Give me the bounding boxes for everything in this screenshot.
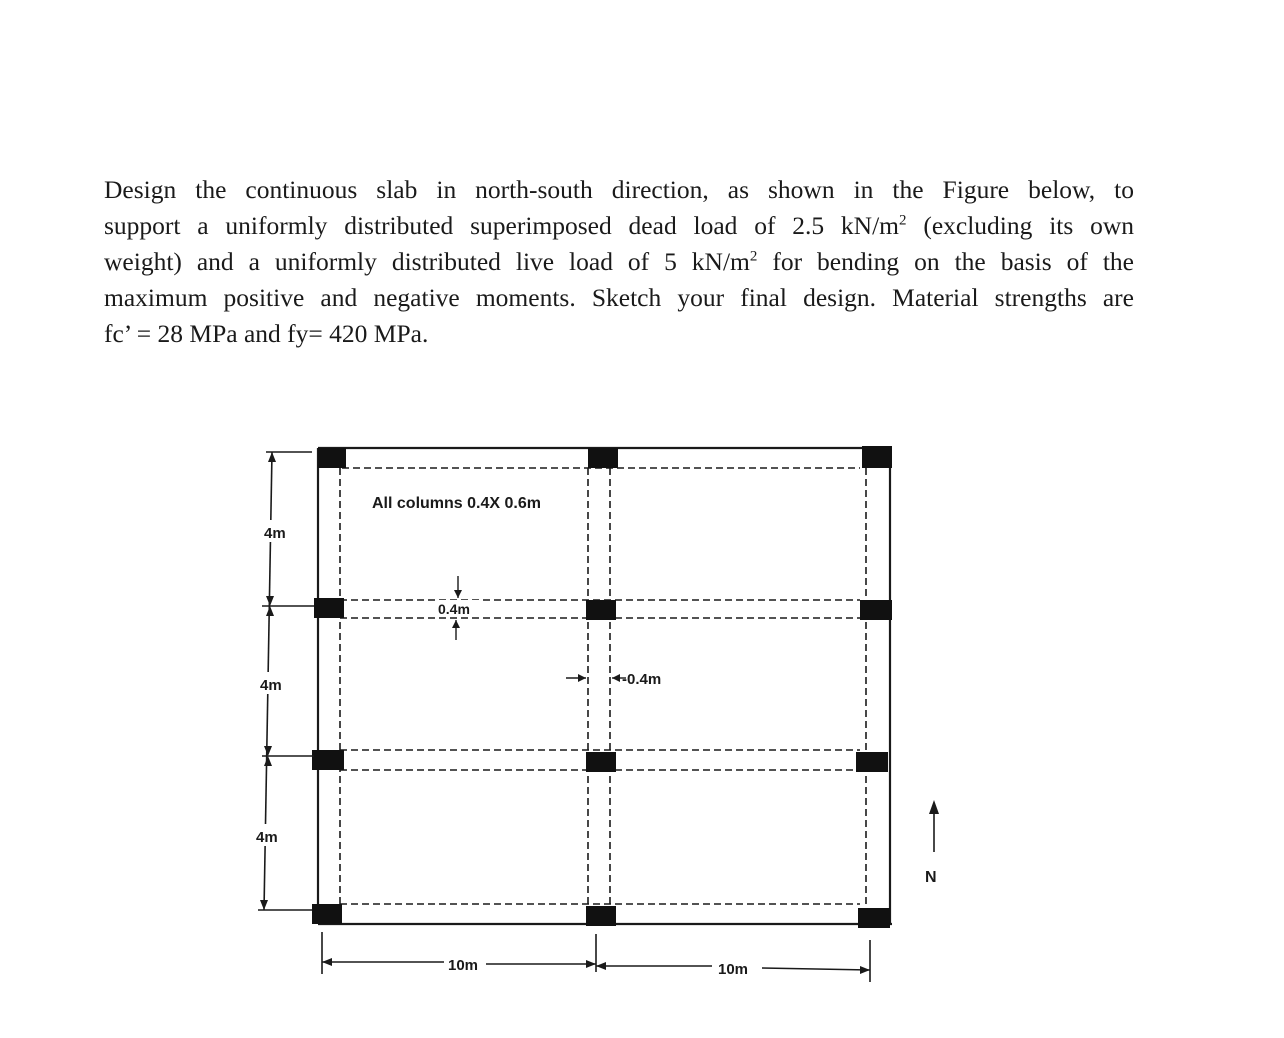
arrow-head <box>260 900 268 910</box>
column <box>862 446 892 468</box>
arrow-head <box>454 590 462 598</box>
problem-line-5: fc’ = 28 MPa and fy= 420 MPa. <box>104 319 429 348</box>
span-label-right: 10m <box>718 961 749 978</box>
column <box>312 750 344 770</box>
problem-line-1: Design the continuous slab in north-south direction, as shown in the Figure below, to <box>104 175 1134 204</box>
problem-line-4: maximum positive and negative moments. Sketch your final design. Material strengths are <box>104 283 1134 312</box>
span-label-bottom: 4m <box>256 829 278 846</box>
north-label: N <box>925 869 937 886</box>
column <box>858 908 890 928</box>
problem-line-2-text: support a uniformly distributed superimposed dead load of 2.5 kN/m <box>104 211 900 240</box>
arrow-head <box>264 756 272 766</box>
arrow-head <box>268 452 276 462</box>
column-width-label: -0.4m <box>622 671 662 688</box>
span-label-top: 4m <box>264 525 286 542</box>
column <box>312 904 342 924</box>
arrow-head <box>596 962 606 970</box>
problem-line-3-text: weight) and a uniformly distributed live load of 5 kN/m <box>104 247 750 276</box>
superscript-2: 2 <box>899 212 907 229</box>
arrow-head <box>578 674 586 682</box>
arrow-head <box>860 966 870 974</box>
arrow-head <box>612 674 620 682</box>
dimension-line <box>762 968 870 970</box>
beam-width-label: 0.4m <box>438 601 470 617</box>
arrow-head <box>266 606 274 616</box>
columns <box>312 446 892 928</box>
column <box>318 448 346 468</box>
arrow-head <box>266 596 274 606</box>
beams-east-west <box>318 448 892 924</box>
superscript-2: 2 <box>749 248 758 265</box>
column <box>586 600 616 620</box>
column <box>314 598 344 618</box>
column <box>586 906 616 926</box>
column <box>860 600 892 620</box>
problem-line-3-end: for bending on the basis of the <box>757 247 1134 276</box>
column <box>856 752 888 772</box>
span-label-middle: 4m <box>260 677 282 694</box>
arrow-head <box>322 958 332 966</box>
column-width-arrows <box>578 674 620 682</box>
arrow-head <box>452 620 460 628</box>
problem-line-2-end: (excluding its own <box>906 211 1135 240</box>
column <box>588 448 618 468</box>
dimension-east-west <box>322 932 870 982</box>
arrow-head <box>264 746 272 756</box>
column <box>586 752 616 772</box>
arrow-head <box>586 960 596 968</box>
beams-north-south <box>318 448 890 924</box>
span-label-left: 10m <box>448 957 479 974</box>
columns-note: All columns 0.4X 0.6m <box>372 495 541 512</box>
north-arrow-icon <box>929 800 939 814</box>
